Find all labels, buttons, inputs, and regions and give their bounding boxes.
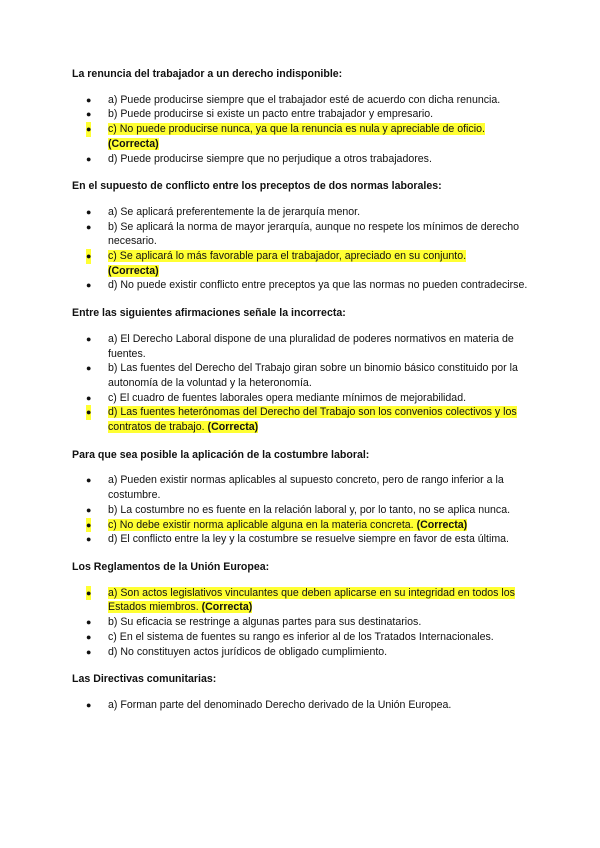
bullet-icon: ●	[86, 534, 92, 545]
answer-option-correct	[72, 405, 534, 434]
bullet-icon: ●	[86, 109, 92, 120]
answer-option	[72, 630, 534, 645]
question-title: Para que sea posible la aplicación de la costumbre laboral:	[72, 448, 370, 461]
bullet-icon: ●	[86, 94, 92, 105]
answer-list	[72, 332, 534, 435]
answer-text: b) Puede producirse si existe un pacto entre trabajador y empresario.	[108, 108, 434, 121]
answer-text: c) No debe existir norma aplicable alguna en la materia concreta.	[108, 518, 414, 531]
answer-text: c) No puede producirse nunca, ya que la renuncia es nula y apreciable de oficio.	[108, 123, 485, 136]
question-title: En el supuesto de conflicto entre los preceptos de dos normas laborales:	[72, 180, 442, 193]
correct-tag: (Correcta)	[108, 264, 159, 277]
question-block	[72, 672, 534, 712]
bullet-icon: ●	[86, 475, 92, 486]
answer-text: a) Forman parte del denominado Derecho derivado de la Unión Europea.	[108, 698, 452, 711]
question-block	[72, 448, 534, 547]
answer-text: c) En el sistema de fuentes su rango es inferior al de los Tratados Internacionales.	[108, 630, 494, 643]
bullet-icon: ●	[86, 699, 92, 710]
question-block	[72, 179, 534, 293]
answer-option	[72, 332, 534, 361]
correct-tag: (Correcta)	[416, 518, 468, 531]
answer-text: a) Pueden existir normas aplicables al supuesto concreto, pero de rango inferior a la costumbre.	[108, 474, 504, 502]
bullet-icon: ●	[86, 617, 92, 628]
answer-option	[72, 615, 534, 630]
answer-text: d) El conflicto entre la ley y la costumbre se resuelve siempre en favor de esta última.	[108, 533, 509, 546]
answer-text: b) Su eficacia se restringe a algunas partes para sus destinatarios.	[108, 616, 422, 629]
answer-option	[72, 205, 534, 220]
bullet-icon: ●	[86, 153, 92, 164]
answer-text: d) Puede producirse siempre que no perjudique a otros trabajadores.	[108, 152, 432, 165]
answer-list	[72, 586, 534, 660]
answer-text: a) Puede producirse siempre que el trabajador esté de acuerdo con dicha renuncia.	[108, 93, 501, 106]
answer-option	[72, 152, 534, 167]
bullet-icon: ●	[86, 631, 92, 642]
answer-option	[72, 645, 534, 660]
answer-option	[72, 532, 534, 547]
answer-text: d) No puede existir conflicto entre preceptos ya que las normas no pueden contradecirse.	[108, 279, 528, 292]
bullet-icon: ●	[86, 405, 91, 420]
answer-option	[72, 278, 534, 293]
answer-text: a) Son actos legislativos vinculantes que deben aplicarse en su integridad en todos los Estados miembros.	[108, 586, 515, 614]
question-block	[72, 560, 534, 659]
answer-option-correct	[72, 249, 534, 278]
question-title: Los Reglamentos de la Unión Europea:	[72, 560, 270, 573]
question-title: Entre las siguientes afirmaciones señale la incorrecta:	[72, 307, 346, 320]
bullet-icon: ●	[86, 221, 92, 232]
bullet-icon: ●	[86, 504, 92, 515]
answer-text: b) La costumbre no es fuente en la relación laboral y, por lo tanto, no se aplica nunca.	[108, 503, 511, 516]
answer-option	[72, 220, 534, 249]
answer-option	[72, 107, 534, 122]
correct-tag: (Correcta)	[207, 421, 259, 434]
bullet-icon: ●	[86, 333, 92, 344]
correct-tag: (Correcta)	[201, 601, 253, 614]
answer-list	[72, 698, 534, 713]
bullet-icon: ●	[86, 646, 92, 657]
answer-text: a) Se aplicará preferentemente la de jerarquía menor.	[108, 205, 361, 218]
answer-text: d) Las fuentes heterónomas del Derecho del Trabajo son los convenios colectivos y los contratos de trabajo.	[108, 406, 517, 434]
bullet-icon: ●	[86, 206, 92, 217]
bullet-icon: ●	[86, 249, 91, 264]
bullet-icon: ●	[86, 392, 92, 403]
answer-option-correct	[72, 518, 534, 533]
answer-text: b) Las fuentes del Derecho del Trabajo giran sobre un binomio básico constituido por la autonomía de la voluntad y la heteronomía.	[108, 362, 518, 389]
answer-option-correct	[72, 122, 534, 151]
quiz-content	[72, 67, 534, 726]
bullet-icon: ●	[86, 586, 91, 601]
bullet-icon: ●	[86, 518, 91, 533]
answer-option	[72, 473, 534, 502]
answer-option	[72, 698, 534, 713]
answer-list	[72, 205, 534, 293]
question-title: La renuncia del trabajador a un derecho indisponible:	[72, 68, 343, 80]
question-block	[72, 306, 534, 435]
answer-option-correct	[72, 586, 534, 615]
bullet-icon: ●	[86, 363, 92, 374]
answer-option	[72, 503, 534, 518]
answer-text: c) El cuadro de fuentes laborales opera mediante mínimos de mejorabilidad.	[108, 391, 467, 404]
answer-option	[72, 93, 534, 108]
answer-text: a) El Derecho Laboral dispone de una pluralidad de poderes normativos en materia de fuentes.	[108, 332, 514, 360]
answer-text: c) Se aplicará lo más favorable para el trabajador, apreciado en su conjunto.	[108, 250, 467, 263]
answer-list	[72, 473, 534, 547]
bullet-icon: ●	[86, 122, 91, 137]
question-block	[72, 67, 534, 166]
answer-text: b) Se aplicará la norma de mayor jerarquía, aunque no respete los mínimos de derecho necesario.	[108, 220, 520, 248]
answer-text: d) No constituyen actos jurídicos de obligado cumplimiento.	[108, 645, 388, 658]
question-title: Las Directivas comunitarias:	[72, 673, 217, 686]
correct-tag: (Correcta)	[108, 137, 159, 150]
answer-option	[72, 361, 534, 390]
answer-list	[72, 93, 534, 167]
bullet-icon: ●	[86, 280, 92, 291]
answer-option	[72, 391, 534, 406]
